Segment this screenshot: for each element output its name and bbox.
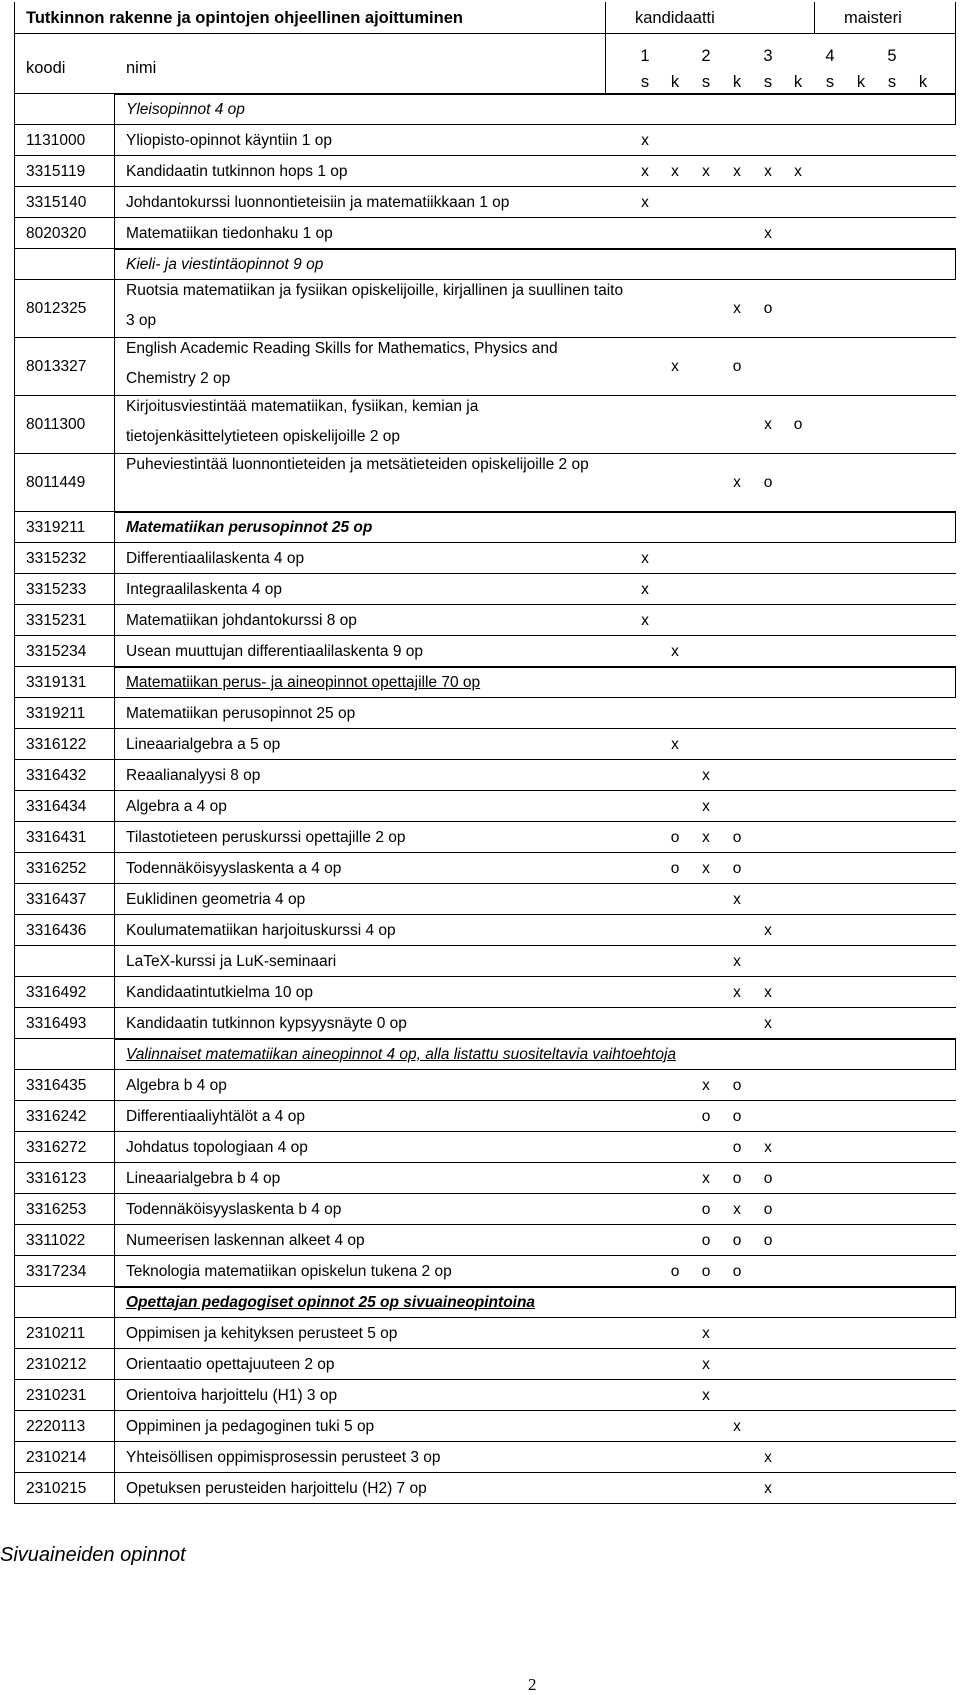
course-name: Koulumatematiikan harjoituskurssi 4 op — [126, 922, 396, 939]
course-code: 3316432 — [26, 767, 87, 784]
row-border — [114, 1442, 115, 1473]
table-row — [14, 338, 956, 396]
course-code: 8012325 — [26, 300, 87, 317]
table-row — [14, 977, 956, 1008]
row-border — [114, 1008, 115, 1039]
row-border — [114, 454, 115, 512]
course-name: Kirjoitusviestintää matematiikan, fysiikan, kemian ja tietojenkäsittelytieteen opiskelijoille 2 op — [126, 398, 479, 445]
optional-mark: o — [793, 416, 803, 433]
table-row — [14, 187, 956, 218]
course-name: Puheviestintää luonnontieteiden ja metsätieteiden opiskelijoille 2 op — [126, 456, 589, 473]
section-frame — [114, 94, 956, 125]
row-border — [114, 187, 115, 218]
row-border — [14, 1194, 15, 1225]
row-border — [14, 156, 15, 187]
course-name: English Academic Reading Skills for Mathematics, Physics and Chemistry 2 op — [126, 340, 558, 387]
course-code: 3319131 — [26, 674, 87, 691]
scheduled-mark: x — [671, 358, 679, 375]
row-border — [114, 574, 115, 605]
scheduled-mark: x — [764, 163, 772, 180]
row-border — [114, 1039, 115, 1070]
table-row — [14, 454, 956, 512]
optional-mark: o — [732, 358, 742, 375]
table-row — [14, 574, 956, 605]
course-code: 3316242 — [26, 1108, 87, 1125]
row-border — [14, 760, 15, 791]
table-row — [14, 218, 956, 249]
course-code: 3316434 — [26, 798, 87, 815]
scheduled-mark: x — [702, 829, 710, 846]
scheduled-mark: x — [702, 1077, 710, 1094]
scheduled-mark: x — [764, 1480, 772, 1497]
scheduled-mark: x — [764, 225, 772, 242]
optional-mark: o — [670, 829, 680, 846]
optional-mark: o — [732, 1263, 742, 1280]
row-border — [14, 667, 15, 698]
table-row — [14, 94, 956, 125]
scheduled-mark: x — [733, 953, 741, 970]
section-heading: Sivuaineiden opinnot — [0, 1544, 186, 1566]
table-row — [14, 1318, 956, 1349]
course-name: Opetuksen perusteiden harjoittelu (H2) 7 op — [126, 1480, 427, 1497]
term-heading: s — [640, 73, 650, 91]
course-code: 3316253 — [26, 1201, 87, 1218]
row-border — [14, 977, 15, 1008]
row-border — [14, 1008, 15, 1039]
course-code: 3316431 — [26, 829, 87, 846]
course-name: Valinnaiset matematiikan aineopinnot 4 op, alla listattu suositeltavia vaihtoehtoja — [126, 1046, 677, 1063]
row-border — [14, 1163, 15, 1194]
course-code: 8013327 — [26, 358, 87, 375]
course-code: 3316272 — [26, 1139, 87, 1156]
course-code: 3316435 — [26, 1077, 87, 1094]
course-code: 3316493 — [26, 1015, 87, 1032]
row-border — [114, 1101, 115, 1132]
optional-mark: o — [763, 1170, 773, 1187]
row-border — [114, 543, 115, 574]
table-row — [14, 946, 956, 977]
table-row — [14, 1473, 956, 1504]
course-name: Kandidaatin tutkinnon kypsyysnäyte 0 op — [126, 1015, 407, 1032]
term-heading: s — [825, 73, 835, 91]
row-border — [114, 1411, 115, 1442]
course-name: Yleisopinnot 4 op — [126, 101, 245, 118]
course-code: 3311022 — [26, 1232, 86, 1249]
course-code: 1131000 — [26, 132, 86, 149]
row-border — [114, 822, 115, 853]
term-heading: k — [732, 73, 742, 91]
row-border — [14, 1473, 15, 1504]
course-name: Todennäköisyyslaskenta a 4 op — [126, 860, 342, 877]
row-border — [14, 1442, 15, 1473]
scheduled-mark: x — [702, 1325, 710, 1342]
header-border — [955, 2, 956, 94]
scheduled-mark: x — [702, 860, 710, 877]
row-border — [114, 249, 115, 280]
course-code: 2310211 — [26, 1325, 86, 1342]
scheduled-mark: x — [641, 163, 649, 180]
row-border — [114, 1070, 115, 1101]
row-border — [114, 946, 115, 977]
course-name: Algebra a 4 op — [126, 798, 227, 815]
row-border — [114, 1163, 115, 1194]
course-code: 2220113 — [26, 1418, 86, 1435]
header-border — [14, 2, 15, 94]
row-border — [114, 698, 115, 729]
course-code: 3315231 — [26, 612, 87, 629]
row-border — [14, 822, 15, 853]
course-name: Algebra b 4 op — [126, 1077, 227, 1094]
table-header — [14, 2, 956, 94]
table-row — [14, 280, 956, 338]
course-code: 3319211 — [26, 519, 86, 536]
course-name: Euklidinen geometria 4 op — [126, 891, 306, 908]
row-border — [114, 791, 115, 822]
optional-mark: o — [732, 1170, 742, 1187]
course-code: 8020320 — [26, 225, 87, 242]
scheduled-mark: x — [671, 736, 679, 753]
row-border — [114, 512, 115, 543]
row-border — [114, 667, 115, 698]
table-row — [14, 1411, 956, 1442]
course-code: 3316252 — [26, 860, 87, 877]
year-heading: 1 — [640, 47, 650, 65]
course-code: 3316123 — [26, 1170, 87, 1187]
scheduled-mark: x — [733, 1201, 741, 1218]
table-row — [14, 156, 956, 187]
optional-mark: o — [701, 1108, 711, 1125]
course-name: Tilastotieteen peruskurssi opettajille 2 op — [126, 829, 406, 846]
course-name: Teknologia matematiikan opiskelun tukena 2 op — [126, 1263, 452, 1280]
table-row — [14, 1380, 956, 1411]
term-heading: k — [856, 73, 866, 91]
row-border — [14, 605, 15, 636]
course-name: Integraalilaskenta 4 op — [126, 581, 282, 598]
row-border — [114, 94, 115, 125]
scheduled-mark: x — [641, 612, 649, 629]
row-divider — [14, 1503, 956, 1504]
table-title: Tutkinnon rakenne ja opintojen ohjeellinen ajoittuminen — [26, 9, 463, 27]
course-code: 2310215 — [26, 1480, 87, 1497]
row-border — [114, 1473, 115, 1504]
row-border — [114, 853, 115, 884]
row-border — [114, 605, 115, 636]
row-border — [114, 1380, 115, 1411]
optional-mark: o — [701, 1201, 711, 1218]
section-frame — [114, 667, 956, 698]
optional-mark: o — [701, 1263, 711, 1280]
table-row — [14, 605, 956, 636]
row-border — [14, 454, 15, 512]
nimi-heading: nimi — [126, 59, 157, 77]
scheduled-mark: x — [764, 1139, 772, 1156]
course-name: Matematiikan perusopinnot 25 op — [126, 519, 373, 536]
row-border — [14, 1287, 15, 1318]
section-frame — [114, 1039, 956, 1070]
scheduled-mark: x — [733, 984, 741, 1001]
section-frame — [114, 1287, 956, 1318]
scheduled-mark: x — [671, 163, 679, 180]
row-border — [14, 884, 15, 915]
year-heading: 3 — [763, 47, 773, 65]
row-border — [114, 338, 115, 396]
row-border — [14, 1380, 15, 1411]
scheduled-mark: x — [702, 1170, 710, 1187]
table-row — [14, 125, 956, 156]
course-name: Oppimisen ja kehityksen perusteet 5 op — [126, 1325, 398, 1342]
row-border — [114, 280, 115, 338]
row-border — [114, 218, 115, 249]
course-name: Numeerisen laskennan alkeet 4 op — [126, 1232, 365, 1249]
course-name: Lineaarialgebra b 4 op — [126, 1170, 281, 1187]
row-border — [14, 249, 15, 280]
course-code: 3316492 — [26, 984, 87, 1001]
term-heading: s — [763, 73, 773, 91]
row-border — [14, 791, 15, 822]
course-code: 3316436 — [26, 922, 87, 939]
table-row — [14, 884, 956, 915]
table-row — [14, 760, 956, 791]
course-name: Matematiikan perusopinnot 25 op — [126, 705, 356, 722]
row-border — [14, 574, 15, 605]
kandidaatti-heading: kandidaatti — [635, 9, 715, 27]
year-heading: 2 — [701, 47, 711, 65]
course-name: Matematiikan perus- ja aineopinnot opettajille 70 op — [126, 674, 481, 691]
row-border — [14, 1411, 15, 1442]
table-row — [14, 543, 956, 574]
course-name: Kandidaatintutkielma 10 op — [126, 984, 313, 1001]
term-heading: k — [918, 73, 928, 91]
course-code: 3316437 — [26, 891, 87, 908]
term-heading: k — [793, 73, 803, 91]
optional-mark: o — [763, 300, 773, 317]
optional-mark: o — [732, 1077, 742, 1094]
scheduled-mark: x — [671, 643, 679, 660]
course-name: Reaalianalyysi 8 op — [126, 767, 261, 784]
table-row — [14, 1194, 956, 1225]
scheduled-mark: x — [764, 1449, 772, 1466]
year-heading: 4 — [825, 47, 835, 65]
table-row — [14, 729, 956, 760]
row-border — [14, 218, 15, 249]
row-border — [14, 729, 15, 760]
table-row — [14, 1442, 956, 1473]
scheduled-mark: x — [641, 194, 649, 211]
scheduled-mark: x — [764, 416, 772, 433]
term-heading: s — [887, 73, 897, 91]
header-border — [814, 2, 815, 34]
table-row — [14, 1225, 956, 1256]
row-border — [14, 1039, 15, 1070]
table-row — [14, 1256, 956, 1287]
row-border — [114, 1225, 115, 1256]
course-name: Matematiikan johdantokurssi 8 op — [126, 612, 357, 629]
row-border — [114, 729, 115, 760]
table-row — [14, 915, 956, 946]
course-name: Oppiminen ja pedagoginen tuki 5 op — [126, 1418, 375, 1435]
row-border — [14, 946, 15, 977]
table-row — [14, 1349, 956, 1380]
row-border — [114, 1132, 115, 1163]
course-name: Opettajan pedagogiset opinnot 25 op sivuaineopintoina — [126, 1294, 536, 1311]
scheduled-mark: x — [641, 132, 649, 149]
page-number: 2 — [528, 1675, 537, 1694]
course-code: 2310214 — [26, 1449, 87, 1466]
optional-mark: o — [701, 1232, 711, 1249]
optional-mark: o — [732, 860, 742, 877]
row-border — [14, 543, 15, 574]
table-row — [14, 636, 956, 667]
row-border — [14, 125, 15, 156]
row-border — [114, 396, 115, 454]
row-border — [114, 1194, 115, 1225]
course-code: 3315119 — [26, 163, 86, 180]
course-code: 2310231 — [26, 1387, 87, 1404]
koodi-heading: koodi — [26, 59, 66, 77]
row-border — [14, 1318, 15, 1349]
scheduled-mark: x — [733, 1418, 741, 1435]
table-row — [14, 853, 956, 884]
row-border — [114, 977, 115, 1008]
table-row — [14, 1287, 956, 1318]
table-row — [14, 1132, 956, 1163]
scheduled-mark: x — [764, 922, 772, 939]
row-border — [114, 1287, 115, 1318]
table-row — [14, 396, 956, 454]
row-border — [114, 125, 115, 156]
table-row — [14, 822, 956, 853]
row-border — [114, 156, 115, 187]
optional-mark: o — [732, 1139, 742, 1156]
optional-mark: o — [670, 1263, 680, 1280]
row-border — [14, 94, 15, 125]
optional-mark: o — [670, 860, 680, 877]
course-name: Usean muuttujan differentiaalilaskenta 9 op — [126, 643, 423, 660]
row-border — [14, 338, 15, 396]
row-border — [14, 915, 15, 946]
course-name: Orientaatio opettajuuteen 2 op — [126, 1356, 335, 1373]
term-heading: s — [701, 73, 711, 91]
course-code: 8011300 — [26, 416, 86, 433]
course-name: Kandidaatin tutkinnon hops 1 op — [126, 163, 348, 180]
course-name: Orientoiva harjoittelu (H1) 3 op — [126, 1387, 338, 1404]
scheduled-mark: x — [733, 474, 741, 491]
course-code: 3319211 — [26, 705, 86, 722]
course-name: Matematiikan tiedonhaku 1 op — [126, 225, 333, 242]
scheduled-mark: x — [702, 767, 710, 784]
optional-mark: o — [763, 474, 773, 491]
scheduled-mark: x — [641, 581, 649, 598]
table-row — [14, 698, 956, 729]
table-row — [14, 791, 956, 822]
section-frame — [114, 512, 956, 543]
year-heading: 5 — [887, 47, 897, 65]
row-border — [14, 853, 15, 884]
row-border — [114, 915, 115, 946]
course-code: 2310212 — [26, 1356, 87, 1373]
scheduled-mark: x — [702, 798, 710, 815]
row-border — [14, 187, 15, 218]
row-border — [114, 636, 115, 667]
scheduled-mark: x — [764, 984, 772, 1001]
row-border — [14, 636, 15, 667]
course-name: Yhteisöllisen oppimisprosessin perusteet 3 op — [126, 1449, 441, 1466]
row-border — [114, 760, 115, 791]
row-border — [14, 1256, 15, 1287]
table-row — [14, 512, 956, 543]
row-border — [14, 396, 15, 454]
term-heading: k — [670, 73, 680, 91]
table-row — [14, 667, 956, 698]
optional-mark: o — [732, 829, 742, 846]
row-border — [14, 698, 15, 729]
course-name: LaTeX-kurssi ja LuK-seminaari — [126, 953, 337, 970]
course-code: 3315232 — [26, 550, 87, 567]
course-code: 3315140 — [26, 194, 87, 211]
course-code: 3317234 — [26, 1263, 87, 1280]
row-border — [114, 1256, 115, 1287]
row-border — [14, 512, 15, 543]
row-border — [14, 1101, 15, 1132]
scheduled-mark: x — [794, 163, 802, 180]
course-name: Todennäköisyyslaskenta b 4 op — [126, 1201, 342, 1218]
row-border — [114, 884, 115, 915]
course-name: Differentiaaliyhtälöt a 4 op — [126, 1108, 305, 1125]
table-row — [14, 1008, 956, 1039]
table-row — [14, 1101, 956, 1132]
scheduled-mark: x — [702, 163, 710, 180]
course-code: 3315233 — [26, 581, 87, 598]
maisteri-heading: maisteri — [844, 9, 902, 27]
row-border — [114, 1349, 115, 1380]
course-name: Yliopisto-opinnot käyntiin 1 op — [126, 132, 332, 149]
course-name: Ruotsia matematiikan ja fysiikan opiskelijoille, kirjallinen ja suullinen taito 3 op — [126, 282, 624, 329]
course-name: Johdatus topologiaan 4 op — [126, 1139, 308, 1156]
course-code: 3315234 — [26, 643, 87, 660]
course-code: 8011449 — [26, 474, 86, 491]
scheduled-mark: x — [733, 891, 741, 908]
scheduled-mark: x — [702, 1356, 710, 1373]
table-row — [14, 1070, 956, 1101]
row-border — [14, 1225, 15, 1256]
optional-mark: o — [763, 1201, 773, 1218]
row-border — [14, 280, 15, 338]
course-name: Kieli- ja viestintäopinnot 9 op — [126, 256, 324, 273]
scheduled-mark: x — [641, 550, 649, 567]
course-code: 3316122 — [26, 736, 87, 753]
course-name: Lineaarialgebra a 5 op — [126, 736, 281, 753]
scheduled-mark: x — [733, 163, 741, 180]
table-row — [14, 1163, 956, 1194]
optional-mark: o — [732, 1232, 742, 1249]
course-name: Johdantokurssi luonnontieteisiin ja matematiikkaan 1 op — [126, 194, 510, 211]
header-border — [605, 2, 606, 94]
scheduled-mark: x — [702, 1387, 710, 1404]
optional-mark: o — [763, 1232, 773, 1249]
row-border — [14, 1132, 15, 1163]
row-border — [14, 1349, 15, 1380]
course-name: Differentiaalilaskenta 4 op — [126, 550, 305, 567]
row-border — [14, 1070, 15, 1101]
table-row — [14, 1039, 956, 1070]
scheduled-mark: x — [733, 300, 741, 317]
row-border — [114, 1318, 115, 1349]
scheduled-mark: x — [764, 1015, 772, 1032]
optional-mark: o — [732, 1108, 742, 1125]
